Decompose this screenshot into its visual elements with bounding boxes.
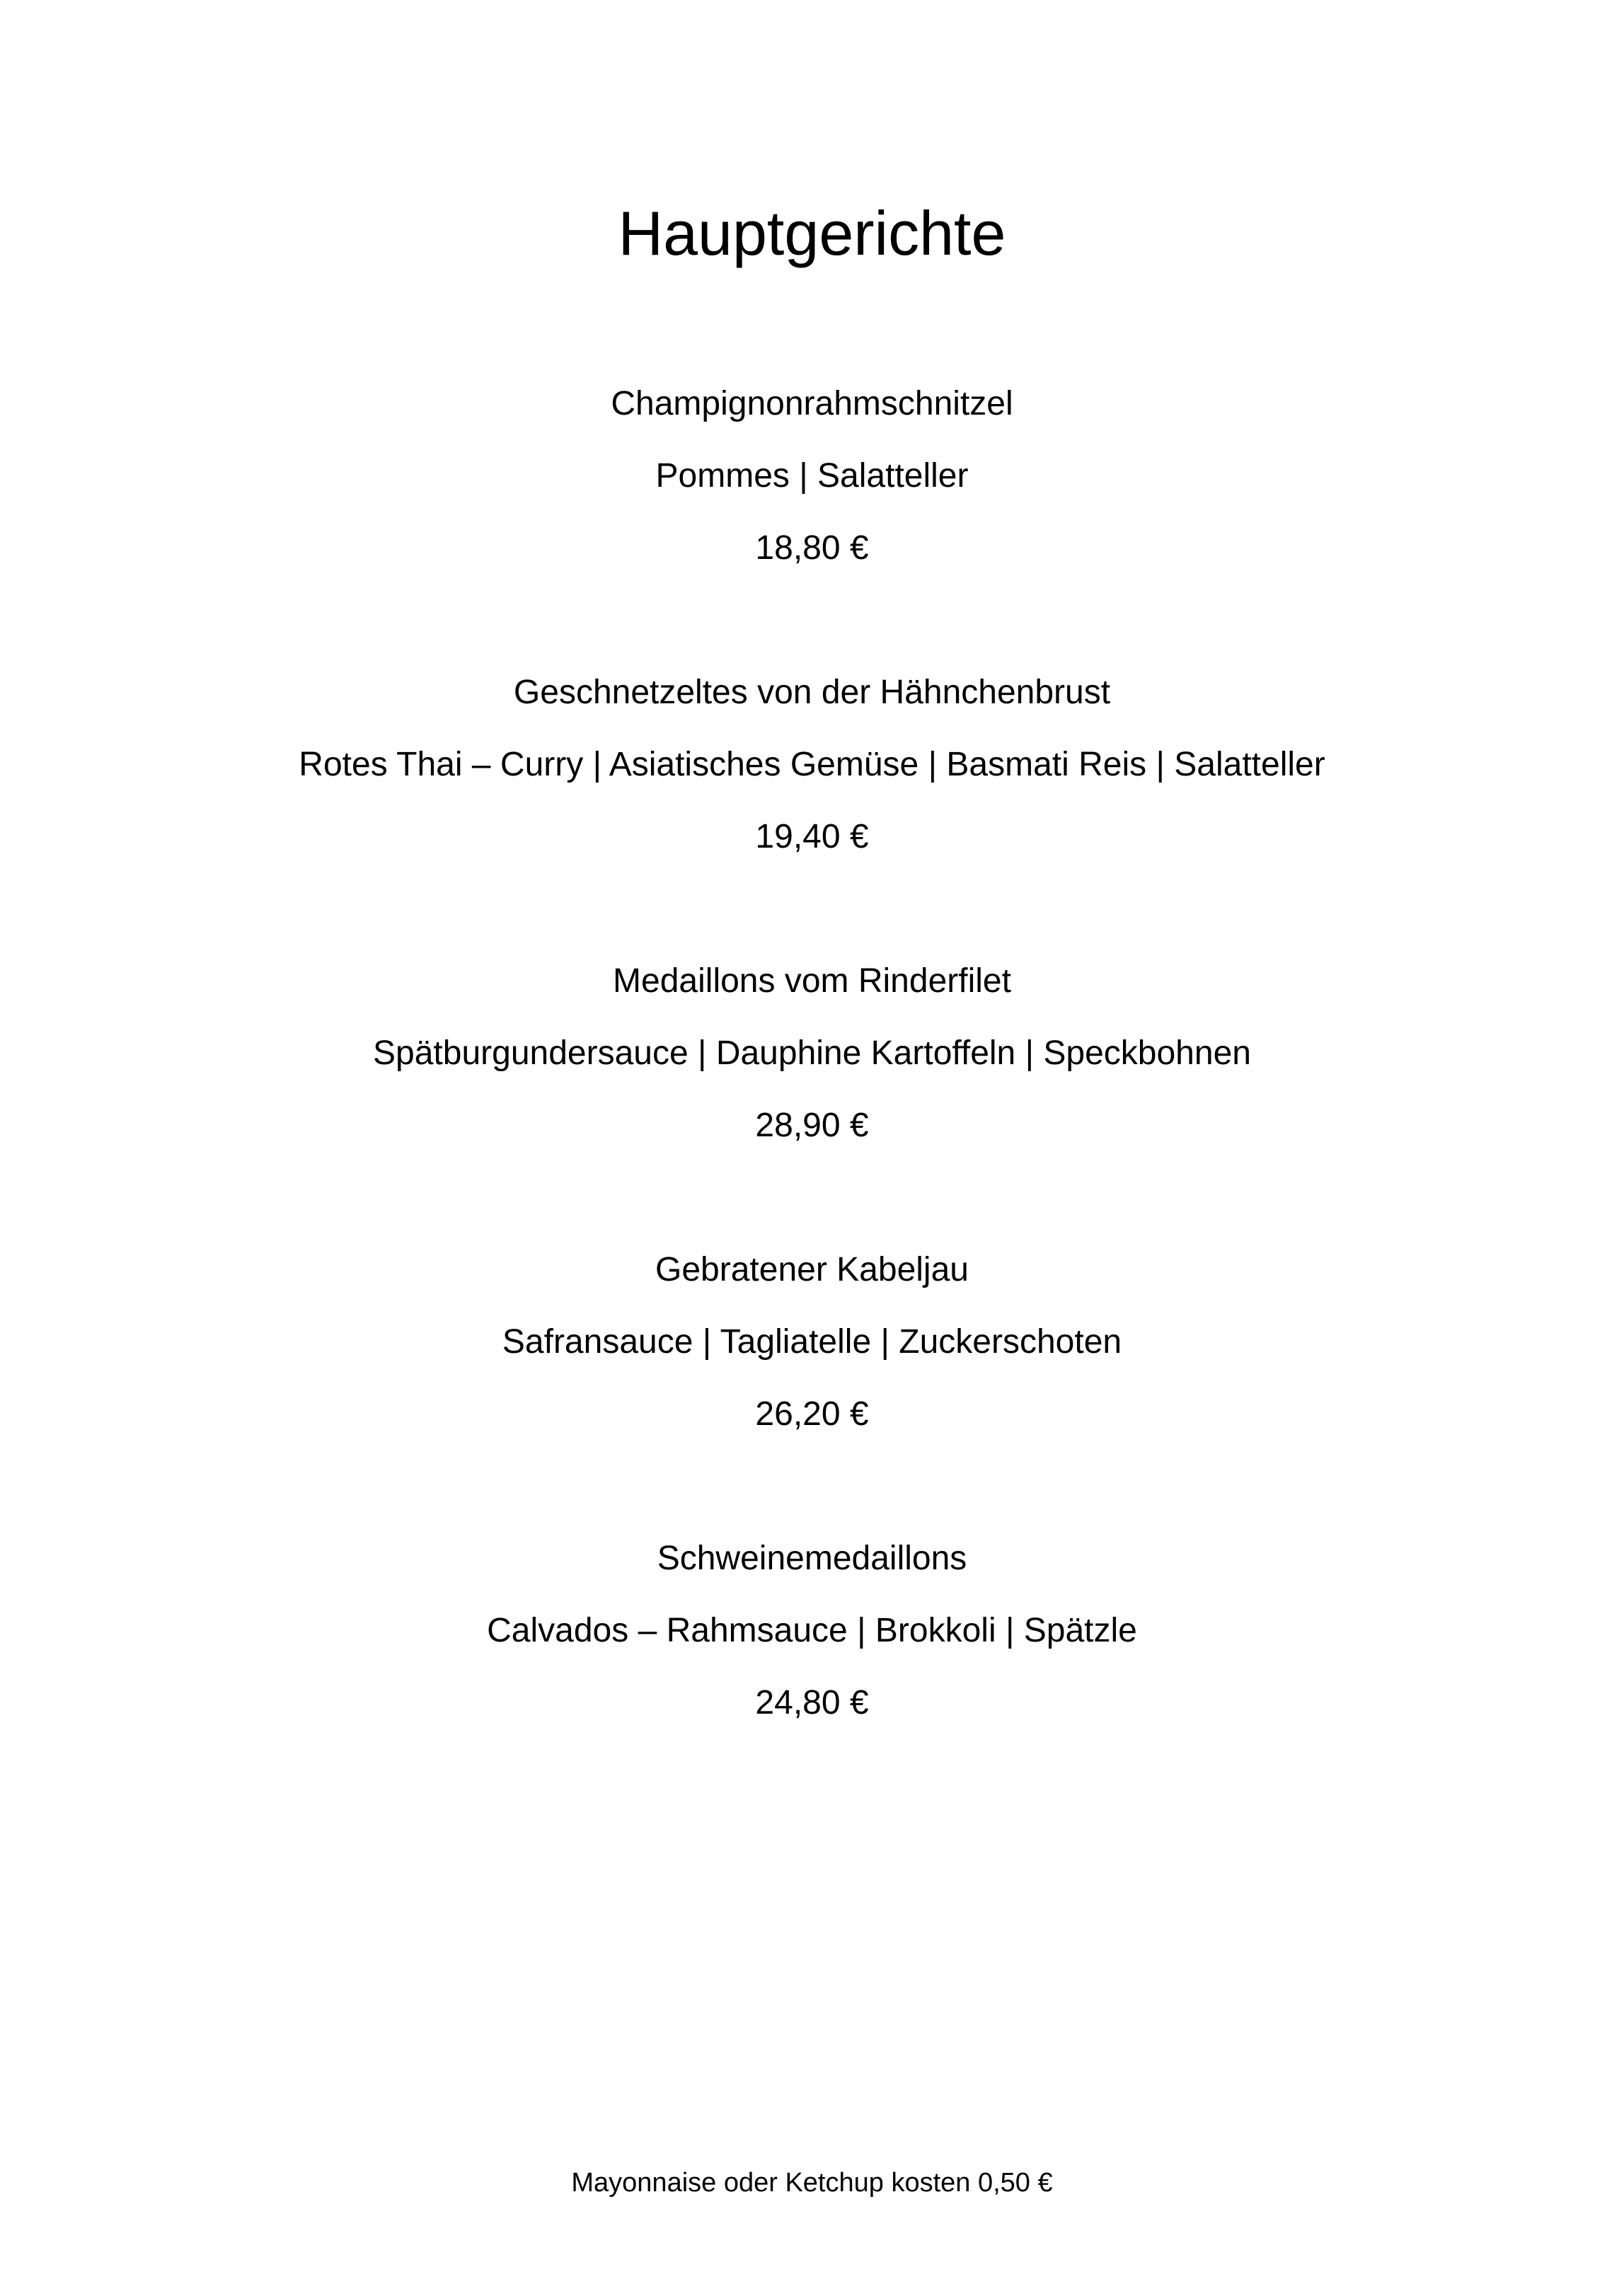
- dish-list: [0, 368, 1624, 1811]
- dish-name: Geschnetzeltes von der Hähnchenbrust: [513, 674, 1111, 711]
- dish-item: [0, 1523, 1624, 1811]
- page-title: Hauptgerichte: [618, 198, 1006, 268]
- dish-price: 24,80 €: [755, 1684, 869, 1721]
- dish-name: Medaillons vom Rinderfilet: [613, 962, 1011, 1000]
- dish-price: 19,40 €: [755, 818, 869, 855]
- dish-name: Schweinemedaillons: [657, 1540, 967, 1577]
- dish-price: 18,80 €: [755, 529, 869, 567]
- dish-item: [0, 657, 1624, 945]
- dish-item: [0, 1234, 1624, 1523]
- dish-sides: Spätburgundersauce | Dauphine Kartoffeln | Speckbohnen: [373, 1034, 1251, 1072]
- dish-sides: Calvados – Rahmsauce | Brokkoli | Spätzle: [487, 1612, 1137, 1649]
- dish-sides: Pommes | Salatteller: [655, 457, 969, 495]
- dish-name: Champignonrahmschnitzel: [611, 385, 1013, 422]
- dish-item: [0, 368, 1624, 657]
- dish-price: 28,90 €: [755, 1107, 869, 1144]
- dish-price: 26,20 €: [755, 1395, 869, 1433]
- dish-sides: Rotes Thai – Curry | Asiatisches Gemüse | Basmati Reis | Salatteller: [299, 746, 1325, 783]
- dish-item: [0, 945, 1624, 1234]
- footnote: Mayonnaise oder Ketchup kosten 0,50 €: [571, 2168, 1053, 2198]
- dish-name: Gebratener Kabeljau: [655, 1251, 969, 1288]
- dish-sides: Safransauce | Tagliatelle | Zuckerschoten: [502, 1323, 1122, 1361]
